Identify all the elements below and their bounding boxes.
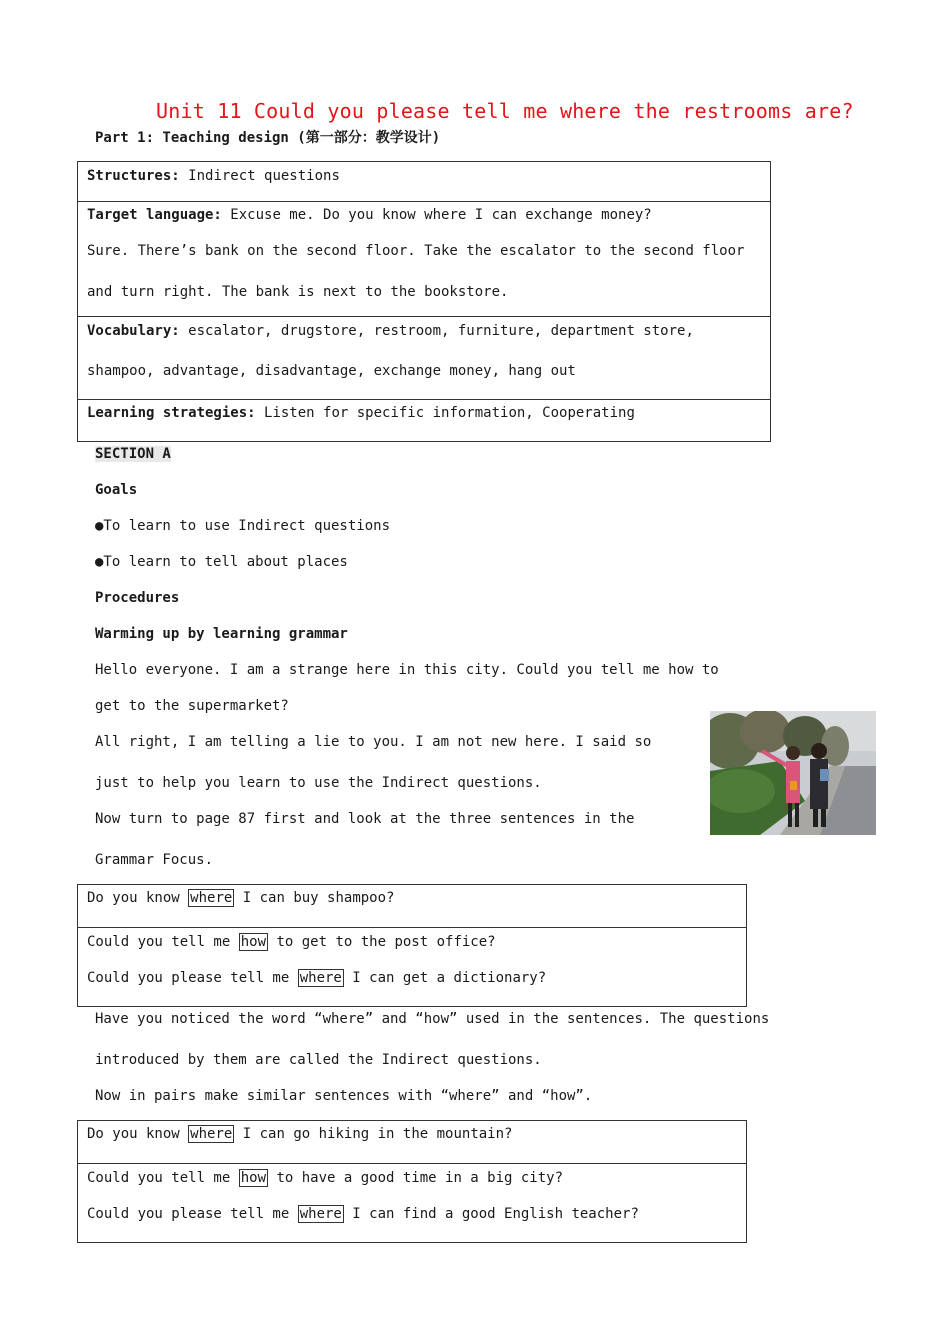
pairs-row-3-end: I can find a good English teacher? [343, 1206, 639, 1222]
grammar-row-1-end: I can buy shampoo? [234, 890, 395, 906]
pairs-row-1 [78, 1121, 746, 1164]
goals-heading: Goals [95, 482, 138, 498]
learning-strategies-label: Learning strategies: [87, 405, 256, 421]
keyword-where-box: where [190, 1126, 233, 1142]
pairs-row-1-end: I can go hiking in the mountain? [234, 1126, 513, 1142]
keyword-where-box: where [299, 1206, 342, 1222]
goal-item-2: ●To learn to tell about places [95, 554, 348, 570]
vocabulary-row [78, 316, 770, 400]
paragraph-1-line-2: get to the supermarket? [95, 698, 289, 714]
paragraph-1-line-1: Hello everyone. I am a strange here in this city. Could you tell me how to [95, 662, 719, 678]
keyword-where-box: where [190, 890, 233, 906]
target-language-label: Target language: [87, 207, 222, 223]
target-language-value: Excuse me. Do you know where I can exchange money? [230, 207, 652, 223]
teaching-design-table [77, 161, 771, 442]
section-heading: SECTION A [95, 446, 171, 462]
pair-work-table [77, 1120, 747, 1243]
pairs-row-2-start: Could you tell me [87, 1170, 239, 1186]
grammar-row-1 [78, 885, 746, 928]
pairs-row-2-end: to have a good time in a big city? [268, 1170, 564, 1186]
vocabulary-line-2: shampoo, advantage, disadvantage, exchange money, hang out [87, 363, 576, 379]
grammar-focus-table [77, 884, 747, 1007]
learning-strategies-row [78, 399, 770, 442]
paragraph-2-line-1: All right, I am telling a lie to you. I am not new here. I said so [95, 734, 652, 750]
target-language-line-2: Sure. There’s bank on the second floor. Take the escalator to the second floor [87, 243, 745, 259]
paragraph-4-line-1: Have you noticed the word “where” and “how” used in the sentences. The questions [95, 1011, 770, 1027]
paragraph-5: Now in pairs make similar sentences with “where” and “how”. [95, 1088, 593, 1104]
keyword-where-box: where [299, 970, 342, 986]
goal-item-1: ●To learn to use Indirect questions [95, 518, 391, 534]
grammar-row-1-start: Do you know [87, 890, 189, 906]
paragraph-3-line-2: Grammar Focus. [95, 852, 214, 868]
structures-label: Structures: [87, 168, 180, 184]
pairs-row-2 [78, 1163, 746, 1243]
page-subtitle: Part 1: Teaching design (第一部分：教学设计) [95, 130, 441, 146]
target-language-line-3: and turn right. The bank is next to the bookstore. [87, 284, 509, 300]
keyword-how-box: how [240, 934, 267, 950]
grammar-row-2-start: Could you tell me [87, 934, 239, 950]
grammar-row-3-start: Could you please tell me [87, 970, 298, 986]
page-title: Unit 11 Could you please tell me where the restrooms are? [156, 99, 854, 123]
paragraph-3-line-1: Now turn to page 87 first and look at the three sentences in the [95, 811, 635, 827]
grammar-row-2-end: to get to the post office? [268, 934, 496, 950]
procedures-heading: Procedures [95, 590, 180, 606]
target-language-row [78, 201, 770, 317]
vocabulary-line-1: escalator, drugstore, restroom, furniture, department store, [188, 323, 694, 339]
paragraph-2-line-2: just to help you learn to use the Indirect questions. [95, 775, 542, 791]
pairs-row-3-start: Could you please tell me [87, 1206, 298, 1222]
structures-value: Indirect questions [188, 168, 340, 184]
grammar-row-2 [78, 927, 746, 1007]
structures-row [78, 162, 770, 202]
street-directions-photo [710, 711, 876, 835]
warming-up-heading: Warming up by learning grammar [95, 626, 348, 642]
pairs-row-1-start: Do you know [87, 1126, 189, 1142]
grammar-row-3-end: I can get a dictionary? [343, 970, 547, 986]
keyword-how-box: how [240, 1170, 267, 1186]
vocabulary-label: Vocabulary: [87, 323, 180, 339]
paragraph-4-line-2: introduced by them are called the Indirect questions. [95, 1052, 542, 1068]
learning-strategies-value: Listen for specific information, Cooperating [264, 405, 635, 421]
